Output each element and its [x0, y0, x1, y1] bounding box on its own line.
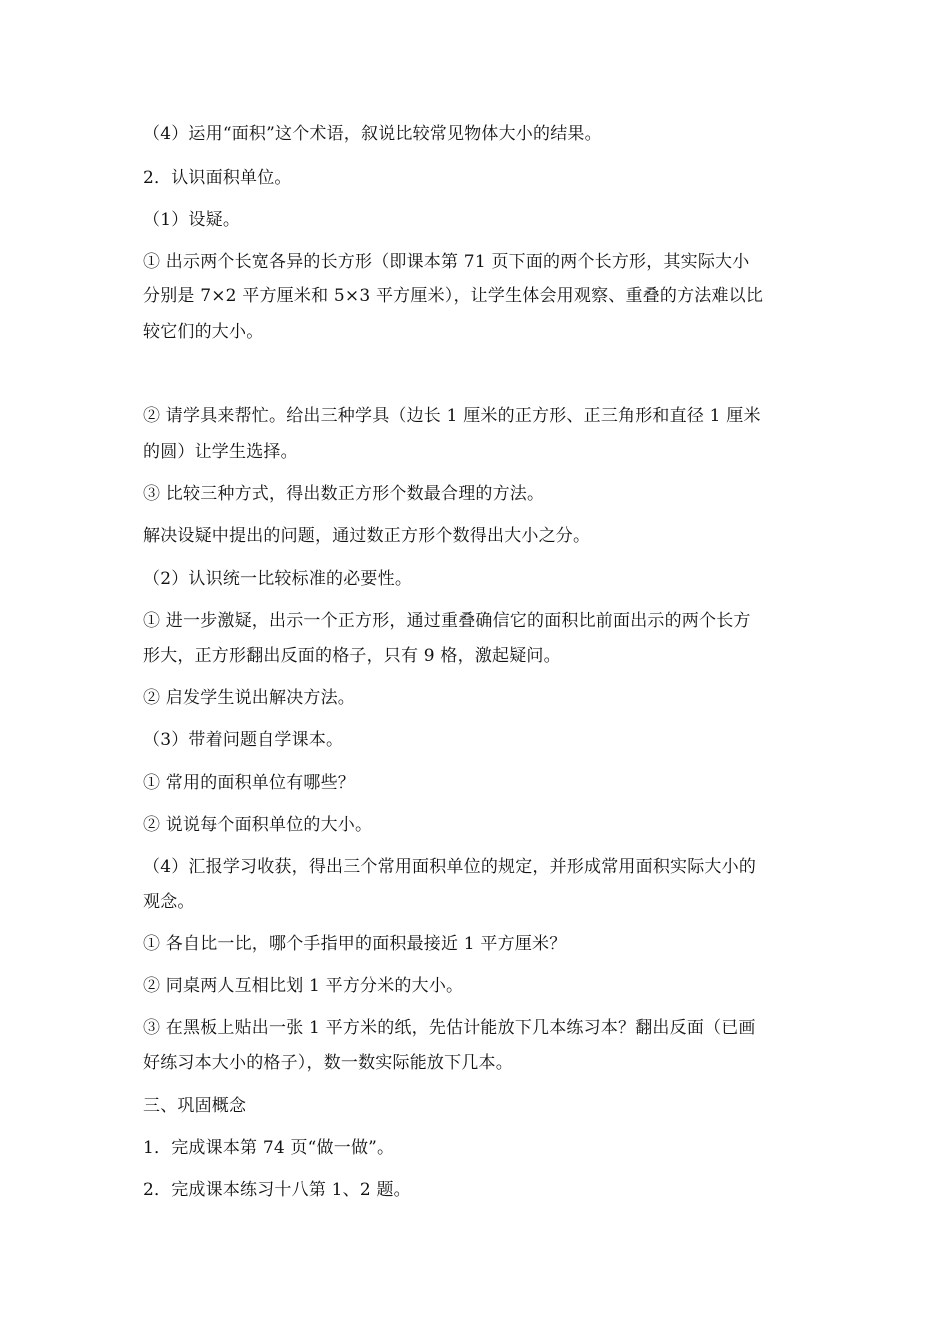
text-line: ② 说说每个面积单位的大小。: [143, 815, 373, 835]
text-line: ① 进一步激疑，出示一个正方形，通过重叠确信它的面积比前面出示的两个长方: [143, 611, 751, 631]
text-line: ③ 在黑板上贴出一张 1 平方米的纸，先估计能放下几本练习本？翻出反面（已画: [143, 1018, 756, 1038]
text-line: （4）运用“面积”这个术语，叙说比较常见物体大小的结果。: [143, 124, 602, 144]
text-line: 较它们的大小。: [143, 322, 264, 342]
text-line: ③ 比较三种方式，得出数正方形个数最合理的方法。: [143, 484, 545, 504]
text-line: （2）认识统一比较标准的必要性。: [143, 569, 413, 589]
text-line: 形大，正方形翻出反面的格子，只有 9 格，激起疑问。: [143, 646, 561, 666]
text-line: （3）带着问题自学课本。: [143, 730, 344, 750]
text-line: （1）设疑。: [143, 210, 241, 230]
text-line: ① 各自比一比，哪个手指甲的面积最接近 1 平方厘米？: [143, 934, 567, 954]
text-line: 三、巩固概念: [143, 1096, 247, 1116]
text-line: ① 出示两个长宽各异的长方形（即课本第 71 页下面的两个长方形，其实际大小: [143, 252, 750, 272]
text-line: 解决设疑中提出的问题，通过数正方形个数得出大小之分。: [143, 526, 591, 546]
text-line: 1．完成课本第 74 页“做一做”。: [143, 1138, 395, 1158]
text-line: ② 请学具来帮忙。给出三种学具（边长 1 厘米的正方形、正三角形和直径 1 厘米: [143, 406, 761, 426]
text-line: 好练习本大小的格子），数一数实际能放下几本。: [143, 1053, 513, 1073]
text-line: 的圆）让学生选择。: [143, 442, 298, 462]
text-line: 2．认识面积单位。: [143, 168, 292, 188]
text-line: 分别是 7×2 平方厘米和 5×3 平方厘米），让学生体会用观察、重叠的方法难以比: [143, 286, 764, 306]
text-line: 观念。: [143, 892, 195, 912]
text-line: ① 常用的面积单位有哪些？: [143, 773, 356, 793]
text-line: 2．完成课本练习十八第 1、2 题。: [143, 1180, 411, 1200]
text-line: ② 启发学生说出解决方法。: [143, 688, 356, 708]
text-line: ② 同桌两人互相比划 1 平方分米的大小。: [143, 976, 464, 996]
text-line: （4）汇报学习收获，得出三个常用面积单位的规定，并形成常用面积实际大小的: [143, 857, 757, 877]
